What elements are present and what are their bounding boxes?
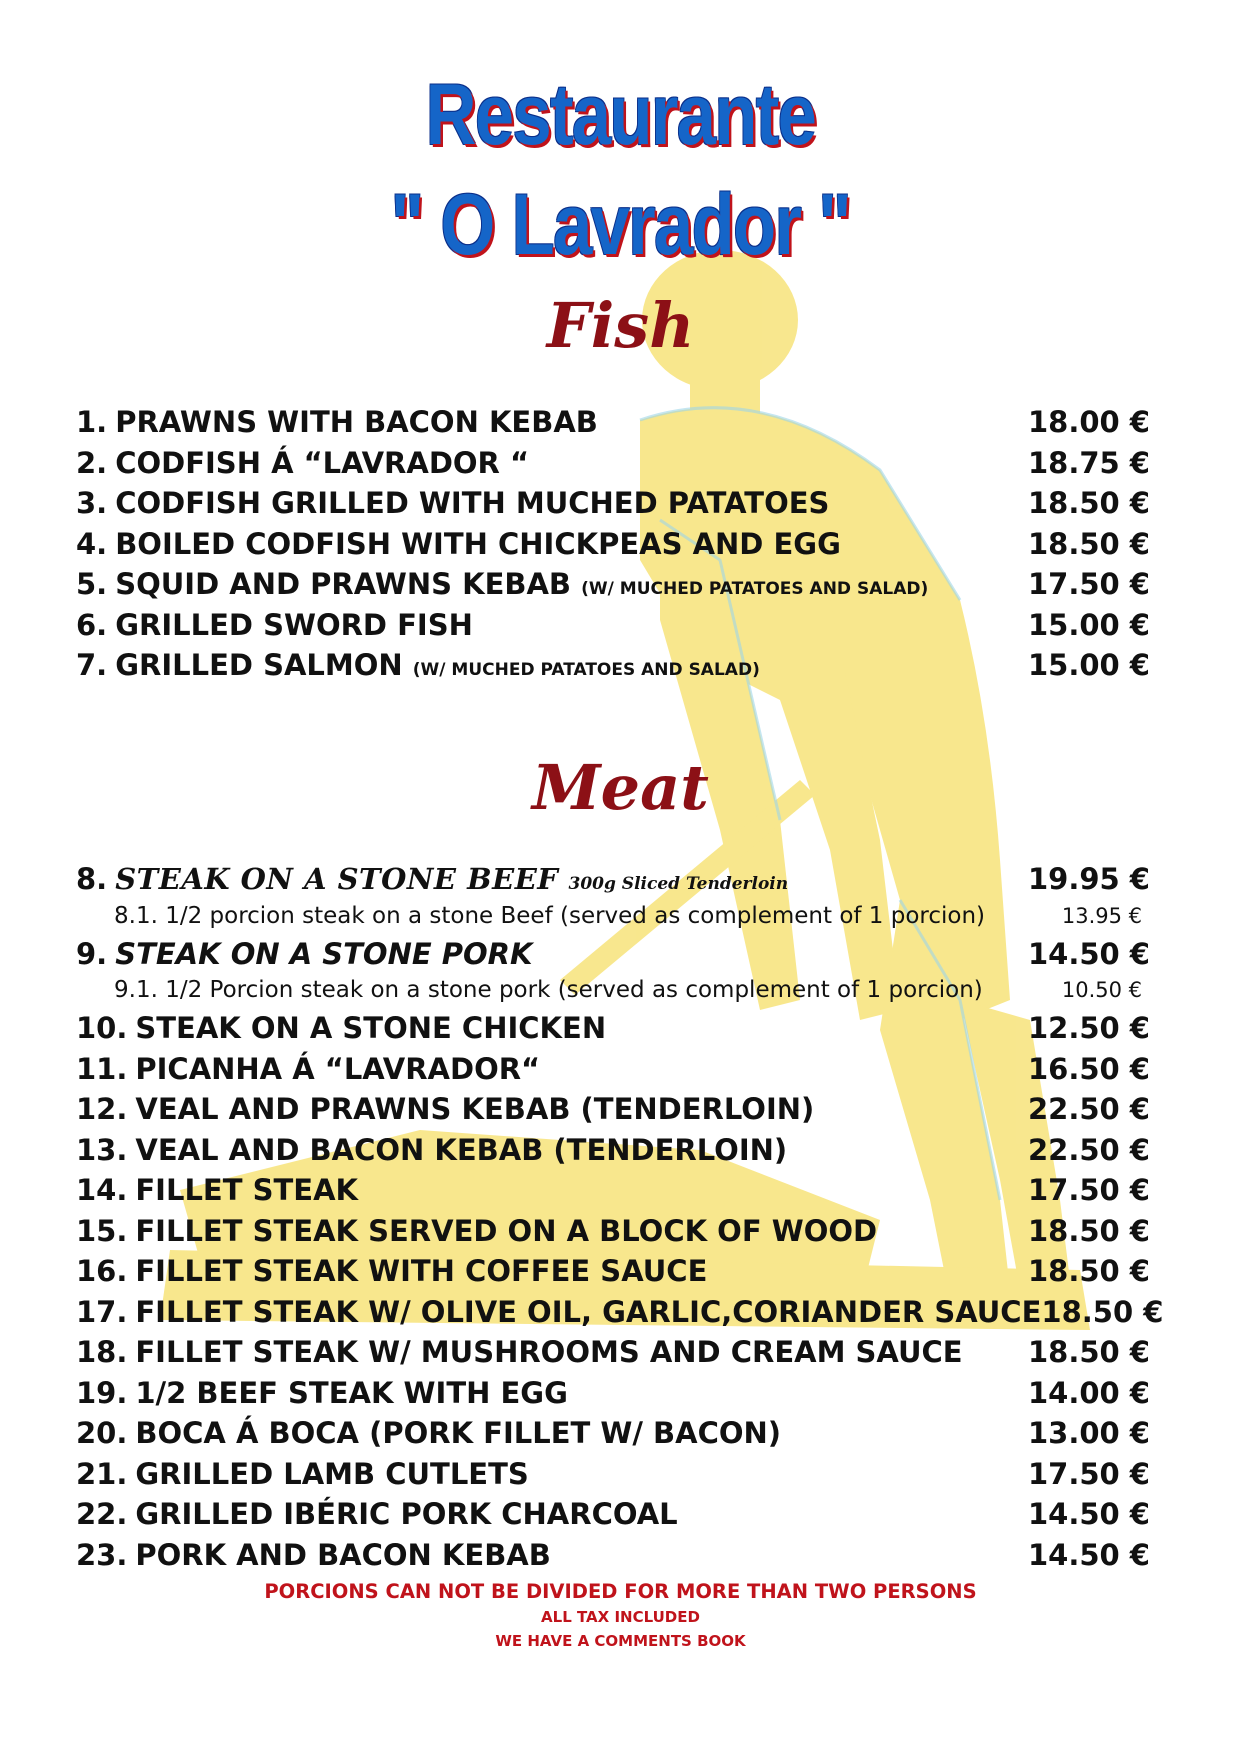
menu-item: 19. 1/2 BEEF STEAK WITH EGG 14.00 € [76,1375,1150,1410]
item-price: 16.50 € [1027,1051,1150,1086]
item-name: GRILLED LAMB CUTLETS [135,1456,529,1491]
item-price: 17.50 € [1027,1456,1150,1491]
item-name: FILLET STEAK W/ MUSHROOMS AND CREAM SAUCE [135,1335,963,1369]
footer-tax-notice: ALL TAX INCLUDED [541,1608,700,1626]
menu-item: 23. PORK AND BACON KEBAB 14.50 € [76,1537,1150,1572]
item-name: SQUID AND PRAWNS KEBAB [115,567,572,601]
item-name: FILLET STEAK SERVED ON A BLOCK OF WOOD [135,1213,878,1248]
menu-item: 17. FILLET STEAK W/ OLIVE OIL, GARLIC,CORIANDER SAUCE 18.50 € [76,1294,1164,1329]
item-name: FILLET STEAK WITH COFFEE SAUCE [135,1254,708,1288]
menu-item: 11. PICANHA Á “LAVRADOR“ 16.50 € [76,1051,1150,1086]
menu-item: 7. GRILLED SALMON (W/ MUCHED PATATOES AND SALAD) 15.00 € [76,648,1150,682]
item-name: VEAL AND BACON KEBAB (TENDERLOIN) [135,1132,788,1167]
fish-menu-list [76,405,1150,689]
item-price: 18.75 € [1027,445,1150,480]
meat-section-heading: Meat [532,751,709,824]
item-name: STEAK ON A STONE PORK [115,936,533,971]
meat-menu-list [76,862,1164,1578]
menu-item: 4. BOILED CODFISH WITH CHICKPEAS AND EGG 18.50 € [76,526,1150,561]
item-name: BOCA Á BOCA (PORK FILLET W/ BACON) [135,1416,782,1450]
item-price: 17.50 € [1027,1173,1150,1207]
item-price: 15.00 € [1027,607,1150,642]
subitem-price: 13.95 € [1061,903,1142,928]
restaurant-title-line2: " O Lavrador " [390,177,851,273]
item-price: 18.50 € [1027,486,1150,520]
fish-section-heading: Fish [546,289,695,362]
menu-item: 6. GRILLED SWORD FISH 15.00 € [76,607,1150,642]
item-note: (W/ MUCHED PATATOES AND SALAD) [412,660,760,680]
footer-portion-notice: PORCIONS CAN NOT BE DIVIDED FOR MORE THAN TWO PERSONS [264,1580,977,1603]
item-price: 18.50 € [1027,526,1150,561]
menu-item: 8. STEAK ON A STONE BEEF 300g Sliced Tenderloin 19.95 € [76,862,1150,896]
subitem-text: 8.1. 1/2 porcion steak on a stone Beef (served as complement of 1 porcion) [114,902,986,929]
item-price: 18.50 € [1027,1254,1150,1288]
menu-subitem [76,903,1150,937]
restaurant-title-line1: Restaurante [425,67,816,163]
menu-item: 3. CODFISH GRILLED WITH MUCHED PATATOES 18.50 € [76,486,1150,520]
menu-item: 21. GRILLED LAMB CUTLETS 17.50 € [76,1456,1150,1491]
item-price: 14.00 € [1027,1375,1150,1410]
menu-item: 16. FILLET STEAK WITH COFFEE SAUCE 18.50 € [76,1254,1150,1288]
item-price: 15.00 € [1027,648,1150,682]
item-price: 14.50 € [1027,1497,1150,1531]
item-name: 1/2 BEEF STEAK WITH EGG [135,1375,568,1410]
item-name: FILLET STEAK [135,1173,359,1207]
item-price: 14.50 € [1027,936,1150,971]
menu-item: 15. FILLET STEAK SERVED ON A BLOCK OF WOOD 18.50 € [76,1213,1150,1248]
item-price: 19.95 € [1027,862,1150,896]
item-name: PICANHA Á “LAVRADOR“ [135,1051,541,1086]
item-price: 12.50 € [1027,1011,1150,1045]
subitem-text: 9.1. 1/2 Porcion steak on a stone pork (served as complement of 1 porcion) [114,977,983,1003]
item-name: CODFISH GRILLED WITH MUCHED PATATOES [115,486,830,520]
menu-item: 9. STEAK ON A STONE PORK 14.50 € [76,936,1150,971]
item-price: 14.50 € [1027,1537,1150,1572]
menu-item: 12. VEAL AND PRAWNS KEBAB (TENDERLOIN) 22.50 € [76,1092,1150,1126]
menu-item: 2. CODFISH Á “LAVRADOR “ 18.75 € [76,445,1150,480]
item-price: 18.00 € [1027,405,1150,439]
item-price: 13.00 € [1027,1416,1150,1450]
menu-item: 1. PRAWNS WITH BACON KEBAB 18.00 € [76,405,1150,439]
item-name: PORK AND BACON KEBAB [135,1537,551,1572]
item-name: STEAK ON A STONE BEEF [115,862,559,896]
item-name: BOILED CODFISH WITH CHICKPEAS AND EGG [115,526,841,561]
item-price: 18.50 € [1027,1213,1150,1248]
item-name: STEAK ON A STONE CHICKEN [135,1011,607,1045]
menu-item: 20. BOCA Á BOCA (PORK FILLET W/ BACON) 13.00 € [76,1416,1150,1450]
item-price: 22.50 € [1027,1132,1150,1167]
menu-item: 14. FILLET STEAK 17.50 € [76,1173,1150,1207]
item-name: GRILLED IBÉRIC PORK CHARCOAL [135,1497,678,1531]
item-name: PRAWNS WITH BACON KEBAB [115,405,598,439]
item-note: (W/ MUCHED PATATOES AND SALAD) [581,579,929,599]
menu-item: 5. SQUID AND PRAWNS KEBAB (W/ MUCHED PATATOES AND SALAD) 17.50 € [76,567,1150,601]
menu-subitem [76,977,1150,1011]
item-name: FILLET STEAK W/ OLIVE OIL, GARLIC,CORIANDER SAUCE [135,1294,1042,1329]
menu-item: 10. STEAK ON A STONE CHICKEN 12.50 € [76,1011,1150,1045]
menu-item: 18. FILLET STEAK W/ MUSHROOMS AND CREAM SAUCE 18.50 € [76,1335,1150,1369]
subitem-price: 10.50 € [1061,978,1142,1002]
menu-item: 13. VEAL AND BACON KEBAB (TENDERLOIN) 22.50 € [76,1132,1150,1167]
item-price: 17.50 € [1027,567,1150,601]
item-price: 18.50 € [1027,1335,1150,1369]
item-note: 300g Sliced Tenderloin [568,874,789,894]
item-price: 18.50 € [1041,1294,1164,1329]
item-name: GRILLED SALMON [115,648,403,682]
footer-comments-notice: WE HAVE A COMMENTS BOOK [495,1632,746,1650]
menu-item: 22. GRILLED IBÉRIC PORK CHARCOAL 14.50 € [76,1497,1150,1531]
item-name: CODFISH Á “LAVRADOR “ [115,445,530,480]
item-name: GRILLED SWORD FISH [115,607,473,642]
item-price: 22.50 € [1027,1092,1150,1126]
item-name: VEAL AND PRAWNS KEBAB (TENDERLOIN) [135,1092,815,1126]
